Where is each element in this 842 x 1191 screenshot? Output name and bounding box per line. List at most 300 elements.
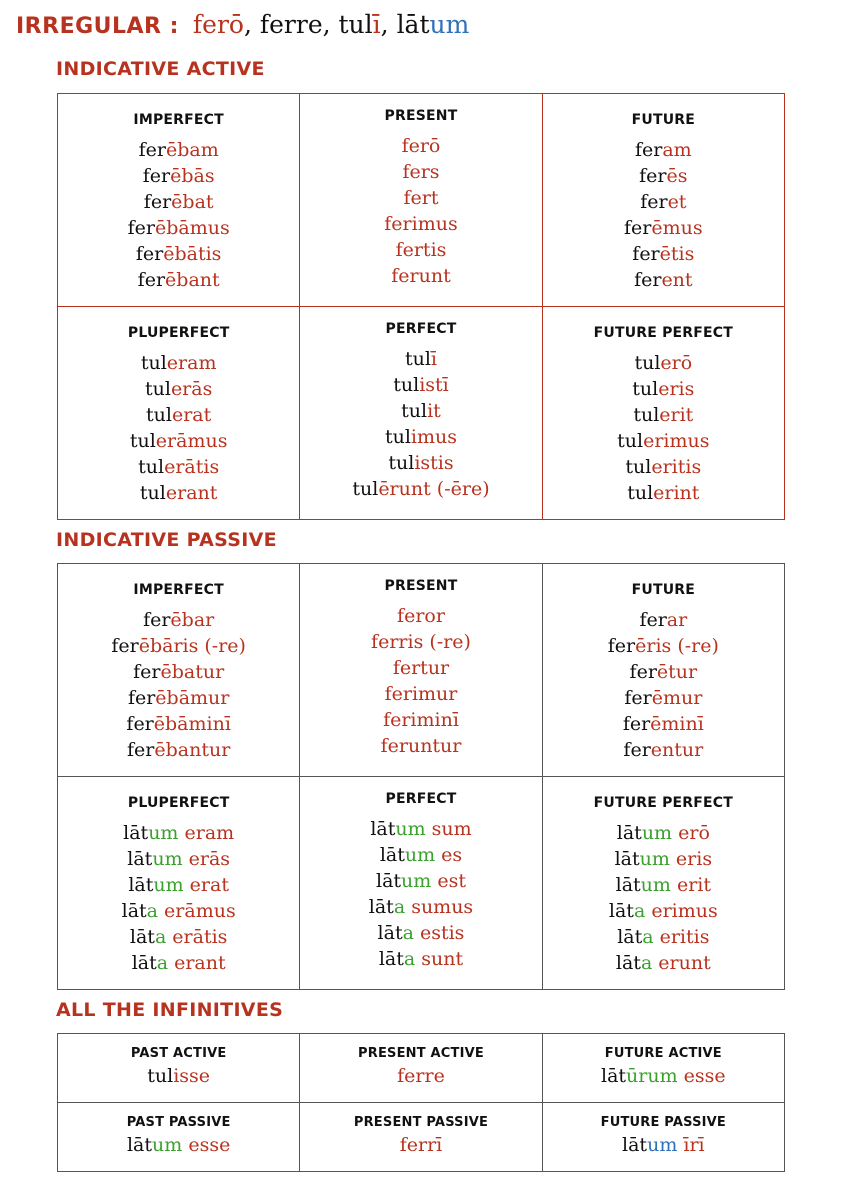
verb-form bbox=[58, 428, 299, 454]
form-segment: am bbox=[662, 139, 692, 161]
form-segment: eram bbox=[166, 352, 217, 374]
tense-cell bbox=[300, 777, 542, 990]
verb-form bbox=[543, 898, 784, 924]
form-segment: est bbox=[431, 870, 466, 892]
tense-header: IMPERFECT bbox=[133, 582, 224, 598]
form-segment: erō bbox=[660, 352, 693, 374]
verb-form bbox=[300, 211, 541, 237]
tense-cell bbox=[300, 564, 542, 777]
form-list bbox=[543, 1063, 784, 1089]
form-segment: ētur bbox=[656, 661, 698, 683]
verb-form bbox=[58, 846, 299, 872]
section-heading-indicative-passive: INDICATIVE PASSIVE bbox=[56, 529, 277, 551]
form-segment: tul bbox=[401, 400, 428, 422]
form-segment: tul bbox=[393, 374, 420, 396]
verb-form bbox=[543, 633, 784, 659]
form-segment: erās bbox=[182, 848, 231, 870]
form-segment: ēmus bbox=[651, 217, 703, 239]
form-segment: fer bbox=[624, 687, 652, 709]
verb-form bbox=[543, 924, 784, 950]
form-segment: lāt bbox=[377, 922, 403, 944]
verb-form bbox=[58, 633, 299, 659]
verb-form bbox=[543, 376, 784, 402]
verb-form bbox=[543, 267, 784, 293]
verb-form bbox=[300, 263, 541, 289]
verb-form bbox=[543, 454, 784, 480]
tense-header: FUTURE PERFECT bbox=[593, 795, 734, 811]
verb-form bbox=[543, 480, 784, 506]
form-segment: feruntur bbox=[380, 735, 462, 757]
form-list bbox=[543, 1132, 784, 1158]
tense-header: PRESENT ACTIVE bbox=[358, 1046, 484, 1061]
form-segment: ūrum bbox=[626, 1065, 678, 1087]
form-segment: erit bbox=[670, 874, 712, 896]
form-segment: a bbox=[633, 900, 646, 922]
verb-form bbox=[300, 946, 541, 972]
form-list bbox=[300, 346, 541, 502]
form-segment: lāt bbox=[614, 848, 640, 870]
verb-form bbox=[58, 350, 299, 376]
indicative-passive-table bbox=[57, 563, 785, 990]
form-segment: a bbox=[156, 952, 169, 974]
tense-cell bbox=[300, 1103, 542, 1172]
form-segment: tul bbox=[634, 352, 661, 374]
form-segment: a bbox=[403, 948, 416, 970]
verb-form bbox=[300, 681, 541, 707]
verb-form bbox=[58, 950, 299, 976]
form-segment: lāt bbox=[368, 896, 394, 918]
verb-form bbox=[543, 607, 784, 633]
form-list bbox=[300, 816, 541, 972]
tense-header: PAST ACTIVE bbox=[130, 1046, 227, 1061]
title-label: IRREGULAR : bbox=[16, 14, 179, 39]
form-segment: erit bbox=[659, 404, 694, 426]
form-segment: um bbox=[152, 1134, 183, 1156]
tense-header: PRESENT bbox=[384, 108, 458, 124]
verb-form bbox=[543, 737, 784, 763]
form-segment: tul bbox=[625, 456, 652, 478]
form-segment: a bbox=[154, 926, 167, 948]
verb-form bbox=[543, 846, 784, 872]
form-segment: lāt bbox=[608, 900, 634, 922]
verb-form bbox=[300, 346, 541, 372]
verb-form bbox=[58, 267, 299, 293]
form-segment: fer bbox=[135, 243, 164, 265]
form-segment: um bbox=[148, 822, 179, 844]
form-segment: erint bbox=[653, 482, 700, 504]
form-segment: fers bbox=[402, 161, 440, 183]
verb-form bbox=[300, 159, 541, 185]
tense-cell bbox=[300, 94, 542, 307]
verb-form bbox=[300, 629, 541, 655]
verb-form bbox=[543, 1132, 784, 1158]
form-segment: fer bbox=[142, 165, 171, 187]
form-segment: fer bbox=[629, 661, 657, 683]
form-segment: isse bbox=[173, 1065, 211, 1087]
tense-cell bbox=[542, 94, 784, 307]
section-heading-infinitives: ALL THE INFINITIVES bbox=[56, 999, 284, 1021]
tense-cell bbox=[58, 777, 300, 990]
form-segment: fer bbox=[639, 609, 667, 631]
verb-form bbox=[543, 241, 784, 267]
form-segment: esse bbox=[182, 1134, 231, 1156]
verb-form bbox=[300, 476, 541, 502]
form-segment: ferrī bbox=[399, 1134, 443, 1156]
verb-form bbox=[543, 685, 784, 711]
form-segment: ferris (-re) bbox=[371, 631, 471, 653]
form-segment: eritis bbox=[651, 456, 702, 478]
verb-form bbox=[58, 163, 299, 189]
form-list bbox=[58, 137, 299, 293]
form-segment: lāt bbox=[121, 900, 147, 922]
form-segment: imus bbox=[410, 426, 458, 448]
form-segment: fer bbox=[137, 269, 166, 291]
verb-form bbox=[58, 215, 299, 241]
form-segment: erimus bbox=[643, 430, 710, 452]
tense-header: PERFECT bbox=[385, 321, 457, 337]
verb-form bbox=[58, 924, 299, 950]
form-segment: um bbox=[641, 822, 673, 844]
form-segment: et bbox=[667, 191, 687, 213]
form-segment: es bbox=[435, 844, 463, 866]
title-part: ī bbox=[372, 10, 381, 39]
form-segment: fer bbox=[133, 661, 161, 683]
form-segment: um bbox=[640, 874, 671, 896]
form-segment: lāt bbox=[616, 822, 642, 844]
verb-form bbox=[300, 1063, 541, 1089]
form-segment: ent bbox=[661, 269, 693, 291]
form-segment: ēbat bbox=[171, 191, 214, 213]
form-segment: ēmur bbox=[651, 687, 703, 709]
tense-cell bbox=[58, 564, 300, 777]
form-segment: feriminī bbox=[383, 709, 459, 731]
tense-header: PRESENT PASSIVE bbox=[353, 1115, 489, 1130]
title-part: , lāt bbox=[380, 10, 430, 39]
verb-form bbox=[58, 711, 299, 737]
form-segment: it bbox=[427, 400, 441, 422]
table-row bbox=[58, 1103, 785, 1172]
verb-form bbox=[300, 920, 541, 946]
form-segment: tul bbox=[352, 478, 379, 500]
form-segment: fert bbox=[403, 187, 439, 209]
form-segment: ēbatur bbox=[160, 661, 225, 683]
form-segment: a bbox=[640, 952, 653, 974]
tense-header: PERFECT bbox=[385, 791, 457, 807]
form-list bbox=[543, 137, 784, 293]
verb-form bbox=[58, 454, 299, 480]
tense-cell bbox=[542, 564, 784, 777]
verb-form bbox=[543, 215, 784, 241]
form-segment: erō bbox=[672, 822, 710, 844]
form-segment: fer bbox=[138, 139, 166, 161]
tense-cell bbox=[300, 307, 542, 520]
verb-form bbox=[543, 402, 784, 428]
form-segment: a bbox=[402, 922, 414, 944]
table-row bbox=[58, 564, 785, 777]
form-segment: ēbar bbox=[170, 609, 215, 631]
form-segment: erāmus bbox=[155, 430, 228, 452]
form-segment: erāmus bbox=[158, 900, 236, 922]
form-segment: eris bbox=[669, 848, 713, 870]
table-row bbox=[58, 94, 785, 307]
verb-form bbox=[58, 659, 299, 685]
form-segment: erātis bbox=[164, 456, 220, 478]
title-part: fer bbox=[192, 10, 229, 39]
form-segment: fertur bbox=[392, 657, 450, 679]
form-list bbox=[58, 607, 299, 763]
form-segment: lāt bbox=[126, 1134, 153, 1156]
title-part: ō bbox=[228, 10, 244, 39]
form-segment: ēbātis bbox=[163, 243, 222, 265]
verb-form bbox=[543, 350, 784, 376]
form-segment: tul bbox=[146, 404, 172, 426]
form-segment: fer bbox=[126, 713, 154, 735]
form-segment: sunt bbox=[415, 948, 464, 970]
tense-cell bbox=[542, 307, 784, 520]
form-segment: lāt bbox=[127, 848, 153, 870]
form-segment: ērunt (-ēre) bbox=[378, 478, 490, 500]
form-segment: tul bbox=[384, 426, 411, 448]
form-segment: lāt bbox=[379, 844, 405, 866]
verb-form bbox=[300, 1132, 541, 1158]
tense-cell bbox=[542, 777, 784, 990]
verb-form bbox=[543, 428, 784, 454]
form-segment: ēbam bbox=[165, 139, 219, 161]
form-segment: tul bbox=[632, 378, 659, 400]
form-segment: fer bbox=[634, 139, 663, 161]
form-segment: fertis bbox=[395, 239, 447, 261]
form-list bbox=[543, 350, 784, 506]
verb-form bbox=[58, 898, 299, 924]
verb-form bbox=[58, 189, 299, 215]
form-segment: ferunt bbox=[391, 265, 451, 287]
form-segment: um bbox=[395, 818, 426, 840]
verb-form bbox=[58, 376, 299, 402]
verb-form bbox=[58, 1063, 299, 1089]
form-segment: feror bbox=[397, 605, 445, 627]
verb-form bbox=[543, 137, 784, 163]
tense-cell bbox=[542, 1103, 784, 1172]
form-segment: ēs bbox=[666, 165, 688, 187]
form-segment: ēbant bbox=[165, 269, 220, 291]
form-segment: lāt bbox=[128, 874, 154, 896]
form-segment: ar bbox=[666, 609, 688, 631]
form-segment: eris bbox=[658, 378, 695, 400]
form-segment: lāt bbox=[601, 1065, 627, 1087]
verb-form bbox=[300, 237, 541, 263]
verb-form bbox=[58, 685, 299, 711]
form-segment: lāt bbox=[615, 874, 641, 896]
form-list bbox=[543, 607, 784, 763]
form-segment: ēbāmur bbox=[155, 687, 230, 709]
form-list bbox=[300, 1063, 541, 1089]
form-segment: fer bbox=[634, 269, 662, 291]
form-segment: lāt bbox=[376, 870, 402, 892]
tense-header: PAST PASSIVE bbox=[126, 1115, 231, 1130]
form-segment: tul bbox=[404, 348, 431, 370]
tense-header: FUTURE PERFECT bbox=[593, 325, 734, 341]
form-segment: fer bbox=[623, 739, 651, 761]
form-segment: tul bbox=[147, 1065, 174, 1087]
verb-form bbox=[300, 816, 541, 842]
verb-form bbox=[58, 480, 299, 506]
form-segment: fer bbox=[639, 165, 667, 187]
form-segment: ī bbox=[430, 348, 437, 370]
tense-cell bbox=[58, 307, 300, 520]
form-segment: ēbās bbox=[170, 165, 215, 187]
form-segment: a bbox=[146, 900, 158, 922]
form-segment: tul bbox=[633, 404, 660, 426]
form-segment: fer bbox=[127, 687, 156, 709]
form-segment: ēbāris (-re) bbox=[138, 635, 246, 657]
form-segment: erunt bbox=[652, 952, 711, 974]
form-segment: ētis bbox=[659, 243, 695, 265]
tense-cell bbox=[300, 1034, 542, 1103]
form-segment: tul bbox=[138, 456, 165, 478]
table-row bbox=[58, 777, 785, 990]
form-segment: lāt bbox=[129, 926, 155, 948]
form-segment: ēbantur bbox=[154, 739, 231, 761]
form-segment: ēbāmus bbox=[154, 217, 230, 239]
verb-form bbox=[543, 1063, 784, 1089]
form-segment: tul bbox=[617, 430, 644, 452]
form-segment: lāt bbox=[378, 948, 404, 970]
form-segment: eram bbox=[178, 822, 235, 844]
form-list bbox=[300, 1132, 541, 1158]
form-segment: a bbox=[393, 896, 406, 918]
form-segment: estis bbox=[413, 922, 465, 944]
form-segment: lāt bbox=[123, 822, 149, 844]
tense-cell bbox=[58, 1034, 300, 1103]
form-segment: fer bbox=[622, 713, 651, 735]
form-segment: ferimur bbox=[384, 683, 458, 705]
form-segment: fer bbox=[624, 217, 652, 239]
form-segment: ferō bbox=[401, 135, 441, 157]
verb-form bbox=[58, 1132, 299, 1158]
verb-form bbox=[300, 603, 541, 629]
tense-header: PLUPERFECT bbox=[127, 795, 230, 811]
section-heading-indicative-active: INDICATIVE ACTIVE bbox=[56, 58, 265, 80]
form-segment: ēminī bbox=[650, 713, 704, 735]
tense-header: FUTURE bbox=[631, 582, 696, 598]
form-segment: esse bbox=[677, 1065, 726, 1087]
form-segment: a bbox=[642, 926, 654, 948]
form-segment: fer bbox=[640, 191, 668, 213]
verb-form bbox=[300, 733, 541, 759]
verb-form bbox=[300, 450, 541, 476]
table-row bbox=[58, 307, 785, 520]
table-row bbox=[58, 1034, 785, 1103]
form-segment: lāt bbox=[615, 952, 641, 974]
infinitives-table bbox=[57, 1033, 785, 1172]
verb-form bbox=[58, 137, 299, 163]
form-segment: ferre bbox=[397, 1065, 445, 1087]
verb-form bbox=[300, 707, 541, 733]
form-list bbox=[300, 603, 541, 759]
verb-form bbox=[300, 894, 541, 920]
form-segment: erant bbox=[168, 952, 226, 974]
form-segment: um bbox=[639, 848, 670, 870]
form-segment: lāt bbox=[370, 818, 396, 840]
form-segment: tul bbox=[627, 482, 654, 504]
verb-form bbox=[543, 872, 784, 898]
form-list bbox=[58, 820, 299, 976]
form-segment: fer bbox=[143, 609, 171, 631]
form-segment: um bbox=[647, 1134, 678, 1156]
form-list bbox=[58, 1132, 299, 1158]
verb-form bbox=[300, 133, 541, 159]
verb-form bbox=[58, 241, 299, 267]
verb-form bbox=[58, 820, 299, 846]
form-segment: erat bbox=[183, 874, 229, 896]
form-segment: entur bbox=[650, 739, 704, 761]
indicative-active-table bbox=[57, 93, 785, 520]
form-segment: fer bbox=[632, 243, 660, 265]
form-list bbox=[58, 1063, 299, 1089]
form-segment: um bbox=[153, 874, 184, 896]
form-list bbox=[543, 820, 784, 976]
form-list bbox=[58, 350, 299, 506]
tense-header: PLUPERFECT bbox=[127, 325, 230, 341]
title-part: um bbox=[429, 10, 470, 39]
verb-form bbox=[300, 655, 541, 681]
verb-form bbox=[543, 189, 784, 215]
form-segment: tul bbox=[144, 378, 171, 400]
form-segment: erant bbox=[165, 482, 218, 504]
form-segment: sumus bbox=[405, 896, 474, 918]
tense-cell bbox=[542, 1034, 784, 1103]
title-part: , ferre, tul bbox=[243, 10, 373, 39]
form-segment: tul bbox=[140, 352, 167, 374]
form-segment: fer bbox=[111, 635, 139, 657]
verb-form bbox=[300, 424, 541, 450]
verb-form bbox=[300, 185, 541, 211]
verb-form bbox=[58, 607, 299, 633]
verb-form bbox=[300, 398, 541, 424]
form-segment: īrī bbox=[677, 1134, 705, 1156]
form-segment: fer bbox=[607, 635, 636, 657]
verb-form bbox=[300, 842, 541, 868]
form-segment: eritis bbox=[653, 926, 710, 948]
tense-cell bbox=[58, 94, 300, 307]
verb-form bbox=[58, 737, 299, 763]
form-segment: fer bbox=[127, 217, 155, 239]
form-segment: fer bbox=[143, 191, 172, 213]
verb-form bbox=[543, 820, 784, 846]
form-segment: lāt bbox=[617, 926, 643, 948]
tense-header: FUTURE ACTIVE bbox=[604, 1046, 722, 1061]
form-list bbox=[300, 133, 541, 289]
tense-header: FUTURE bbox=[631, 112, 696, 128]
form-segment: istī bbox=[419, 374, 449, 396]
form-segment: erat bbox=[171, 404, 212, 426]
verb-form bbox=[300, 868, 541, 894]
form-segment: tul bbox=[129, 430, 156, 452]
form-segment: ēbāminī bbox=[153, 713, 231, 735]
form-segment: erātis bbox=[166, 926, 228, 948]
form-segment: ēris (-re) bbox=[635, 635, 719, 657]
principal-parts bbox=[193, 10, 469, 39]
verb-form bbox=[543, 659, 784, 685]
tense-header: PRESENT bbox=[384, 578, 458, 594]
form-segment: um bbox=[404, 844, 436, 866]
verb-form bbox=[300, 372, 541, 398]
verb-form bbox=[58, 872, 299, 898]
form-segment: fer bbox=[127, 739, 155, 761]
form-segment: tul bbox=[139, 482, 166, 504]
form-segment: um bbox=[401, 870, 432, 892]
form-segment: erimus bbox=[645, 900, 718, 922]
